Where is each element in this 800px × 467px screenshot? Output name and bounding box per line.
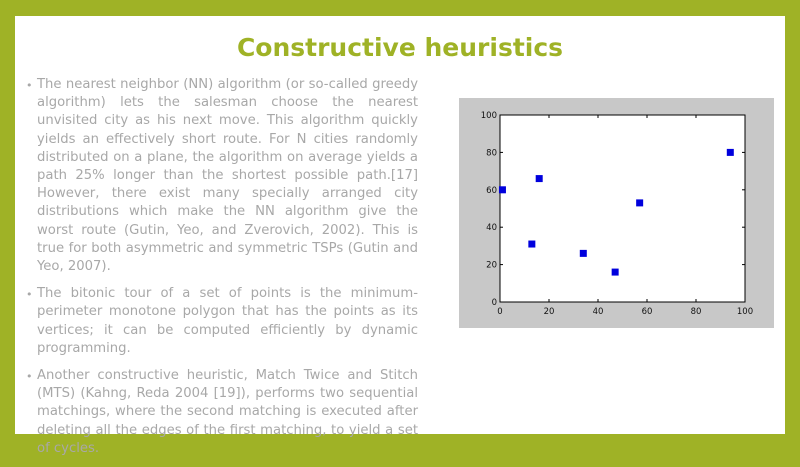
- y-tick-label: 0: [491, 298, 497, 308]
- data-point: [612, 269, 619, 276]
- data-point: [499, 186, 506, 193]
- data-point: [528, 241, 535, 248]
- y-tick-label: 40: [486, 223, 497, 234]
- data-point: [636, 199, 643, 206]
- x-tick-label: 0: [497, 307, 503, 317]
- bullet-text: Another constructive heuristic, Match Twice and Stitch (MTS) (Kahng, Reda 2004 [19]), performs two sequential matchings, where the second matching is executed after deleting all the edges of the first matching, to yield a set of cycles.: [37, 368, 418, 456]
- bullet-dot-icon: •: [26, 370, 33, 384]
- y-tick-label: 80: [486, 148, 497, 159]
- x-tick-label: 20: [543, 307, 555, 317]
- bullet-text: The nearest neighbor (NN) algorithm (or so-called greedy algorithm) lets the salesman choose the nearest unvisited city as his next move. This algorithm quickly yields an effectively short route. For N cities randomly distributed on a plane, the algorithm on average yields a path 25% longer than the shortest possible path.[17] However, there exist many specially arranged city distributions which make the NN algorithm give the worst route (Gutin, Yeo, and Zverovich, 2002). This is true for both asymmetric and symmetric TSPs (Gutin and Yeo, 2007).: [37, 77, 418, 275]
- y-tick-label: 100: [480, 111, 497, 121]
- x-tick-label: 60: [641, 307, 653, 317]
- y-tick-label: 20: [486, 260, 497, 271]
- bullet-item: [25, 285, 418, 358]
- plot-area: [500, 115, 745, 302]
- bullet-item: [25, 367, 418, 458]
- slide-title: Constructive heuristics: [236, 33, 564, 62]
- chart-svg: [459, 98, 774, 328]
- data-point: [580, 250, 587, 257]
- y-tick-label: 60: [486, 185, 497, 196]
- data-point: [727, 149, 734, 156]
- data-point: [536, 175, 543, 182]
- bullet-text: The bitonic tour of a set of points is the minimum-perimeter monotone polygon that has the points as its vertices; it can be computed efficiently by dynamic programming.: [37, 286, 418, 356]
- scatter-chart: [459, 98, 774, 328]
- x-tick-label: 80: [690, 307, 702, 317]
- x-tick-label: 100: [736, 307, 754, 317]
- slide: [15, 16, 785, 456]
- bullet-dot-icon: •: [26, 288, 33, 302]
- bullet-dot-icon: •: [26, 79, 33, 92]
- bullet-item: [25, 76, 418, 276]
- x-tick-label: 40: [592, 307, 604, 317]
- bullet-list: [25, 76, 418, 467]
